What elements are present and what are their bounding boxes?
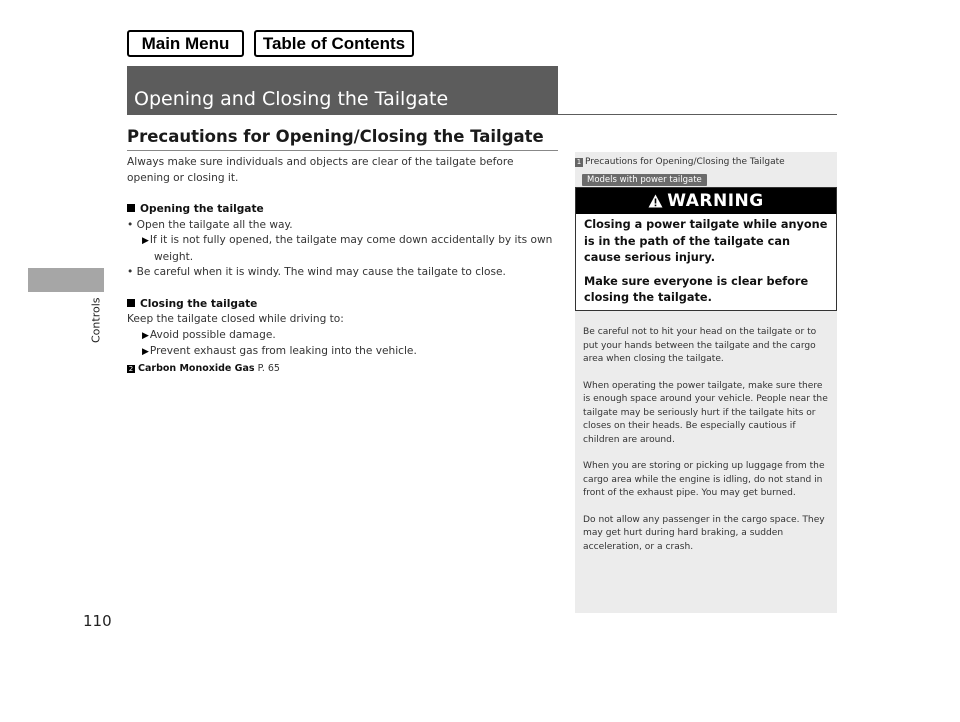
table-of-contents-button[interactable]: Table of Contents: [254, 30, 414, 57]
reference-icon: 1: [576, 158, 582, 166]
arrow-icon: ▶: [142, 347, 149, 357]
note-paragraph: Do not allow any passenger in the cargo space. They may get hurt during hard braking, a sudden acceleration, or a crash.: [583, 514, 825, 552]
reference-icon: 2: [128, 364, 134, 373]
title-divider: [558, 114, 837, 115]
warning-text: Closing a power tailgate while anyone is in the path of the tailgate can cause serious injury.: [584, 218, 828, 264]
list-item: • Open the tailgate all the way.: [127, 218, 293, 231]
arrow-icon: ▶: [142, 330, 149, 341]
sidebar-notes: [583, 326, 829, 567]
section-label: Controls: [89, 297, 103, 343]
note-paragraph: Be careful not to hit your head on the tailgate or to put your hands between the tailgate and the cargo area when closing the tailgate.: [583, 327, 817, 364]
closing-text: Keep the tailgate closed while driving to:: [127, 313, 344, 325]
list-item: • Be careful when it is windy. The wind may cause the tailgate to close.: [127, 266, 506, 278]
list-item: ▶Avoid possible damage.: [142, 328, 276, 341]
square-bullet-icon: [127, 204, 135, 212]
closing-heading: Closing the tailgate: [127, 297, 559, 313]
warning-text: Make sure everyone is clear before closing the tailgate.: [584, 274, 809, 304]
page-number: 110: [83, 612, 112, 630]
warning-box: [575, 187, 837, 311]
list-item: ▶If it is not fully opened, the tailgate may come down accidentally by its own weight.: [142, 234, 553, 263]
arrow-icon: ▶: [142, 236, 149, 246]
page-title: Opening and Closing the Tailgate: [127, 66, 558, 115]
note-paragraph: When you are storing or picking up luggage from the cargo area while the engine is idling, do not stand in front of the exhaust pipe. You may get burned.: [583, 461, 825, 498]
opening-heading: Opening the tailgate: [127, 202, 559, 218]
warning-header: WARNING: [576, 188, 836, 214]
section-divider: [127, 150, 558, 151]
square-bullet-icon: [127, 299, 135, 307]
sidebar-header: 1 Precautions for Opening/Closing the Tailgate: [576, 157, 785, 167]
warning-icon: [648, 194, 663, 208]
model-badge: Models with power tailgate: [582, 174, 707, 186]
section-heading: Precautions for Opening/Closing the Tailgate: [127, 127, 544, 146]
intro-text: Always make sure individuals and objects are clear of the tailgate before opening or closing it.: [127, 156, 514, 184]
main-menu-button[interactable]: Main Menu: [127, 30, 244, 57]
section-tab: [28, 268, 104, 292]
cross-reference-link[interactable]: 2 Carbon Monoxide Gas P. 65: [128, 362, 280, 374]
list-item: ▶Prevent exhaust gas from leaking into the vehicle.: [142, 345, 417, 357]
note-paragraph: When operating the power tailgate, make sure there is enough space around your vehicle. People near the tailgate may be seriously hurt if the tailgate hits or closes on their heads. Be especially cautious if children are around.: [583, 380, 828, 445]
main-content: [127, 155, 559, 376]
